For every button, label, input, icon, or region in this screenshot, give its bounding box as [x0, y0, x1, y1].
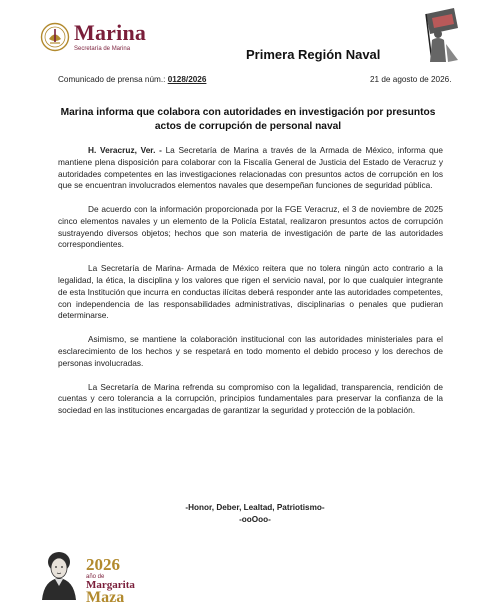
- communique-date: 21 de agosto de 2026.: [370, 75, 452, 84]
- region-title: Primera Región Naval: [246, 47, 381, 62]
- end-mark: -ooOoo-: [239, 515, 271, 524]
- motto: -Honor, Deber, Lealtad, Patriotismo-: [185, 503, 325, 512]
- paragraph-text: Asimismo, se mantiene la colaboración institucional con las autoridades ministeriales para el esclarecimiento de los hechos y se respetará en todo momento el debido proceso y los derechos de personas involucradas.: [58, 334, 443, 368]
- year-number: 2026: [86, 555, 120, 574]
- paragraph-text: La Secretaría de Marina a través de la Armada de México, informa que mantiene plena disposición para colaborar con la Fiscalía General de Justicia del Estado de Veracruz y autoridades competentes en las investigaciones relacionadas con presuntos actos de corrupción en los que se encuentran involucrados elementos navales que desempeñan funciones de seguridad pública.: [58, 145, 443, 191]
- year-name-last: Maza: [86, 589, 125, 606]
- paragraph-text: De acuerdo con la información proporcionada por la FGE Veracruz, el 3 de noviembre de 2025 cinco elementos navales y un elemento de la Policía Estatal, realizaron presuntos actos de corrupción sustrayendo diversos objetos; hechos que son materia de investigación de parte de las autoridades correspondientes.: [58, 204, 443, 250]
- release-body: [58, 145, 443, 429]
- paragraph-2: [58, 204, 443, 251]
- year-subtitle: año de: [86, 574, 105, 580]
- communique-number: 0128/2026: [167, 75, 207, 84]
- portrait-icon: [36, 548, 82, 600]
- paragraph-3: [58, 263, 443, 322]
- brand-subtitle: Secretaría de Marina: [74, 46, 131, 52]
- flag-figure-icon: [412, 4, 464, 62]
- paragraph-lead: H. Veracruz, Ver. -: [88, 145, 162, 155]
- paragraph-1: [58, 145, 443, 192]
- navy-seal-icon: [40, 22, 70, 52]
- brand-name: Marina: [74, 20, 147, 45]
- headline: Marina informa que colabora con autoridades en investigación por presuntos actos de corrupción de personal naval: [60, 107, 436, 132]
- communique-prefix: Comunicado de prensa núm.:: [58, 75, 166, 84]
- communique-number-line: [58, 75, 206, 84]
- paragraph-4: [58, 334, 443, 369]
- year-emblem: [86, 556, 135, 606]
- paragraph-5: [58, 382, 443, 417]
- year-name-first: Margarita: [86, 579, 135, 591]
- paragraph-text: La Secretaría de Marina- Armada de México reitera que no tolera ningún acto contrario a la legalidad, la ética, la disciplina y los valores que rigen el servicio naval, por lo que cualquier integrante de esta Institución que incurra en conductas ilícitas deberá responder ante las autoridades competentes, con independencia de las responsabilidades administrativas, disciplinarias o penales que pudieran determinarse.: [58, 263, 443, 321]
- paragraph-text: La Secretaría de Marina refrenda su compromiso con la legalidad, transparencia, rendición de cuentas y cero tolerancia a la corrupción, principios fundamentales para preservar la confianza de la sociedad en las instituciones encargadas de garantizar la seguridad y protección de la población.: [58, 381, 443, 416]
- marina-logo: [40, 22, 146, 52]
